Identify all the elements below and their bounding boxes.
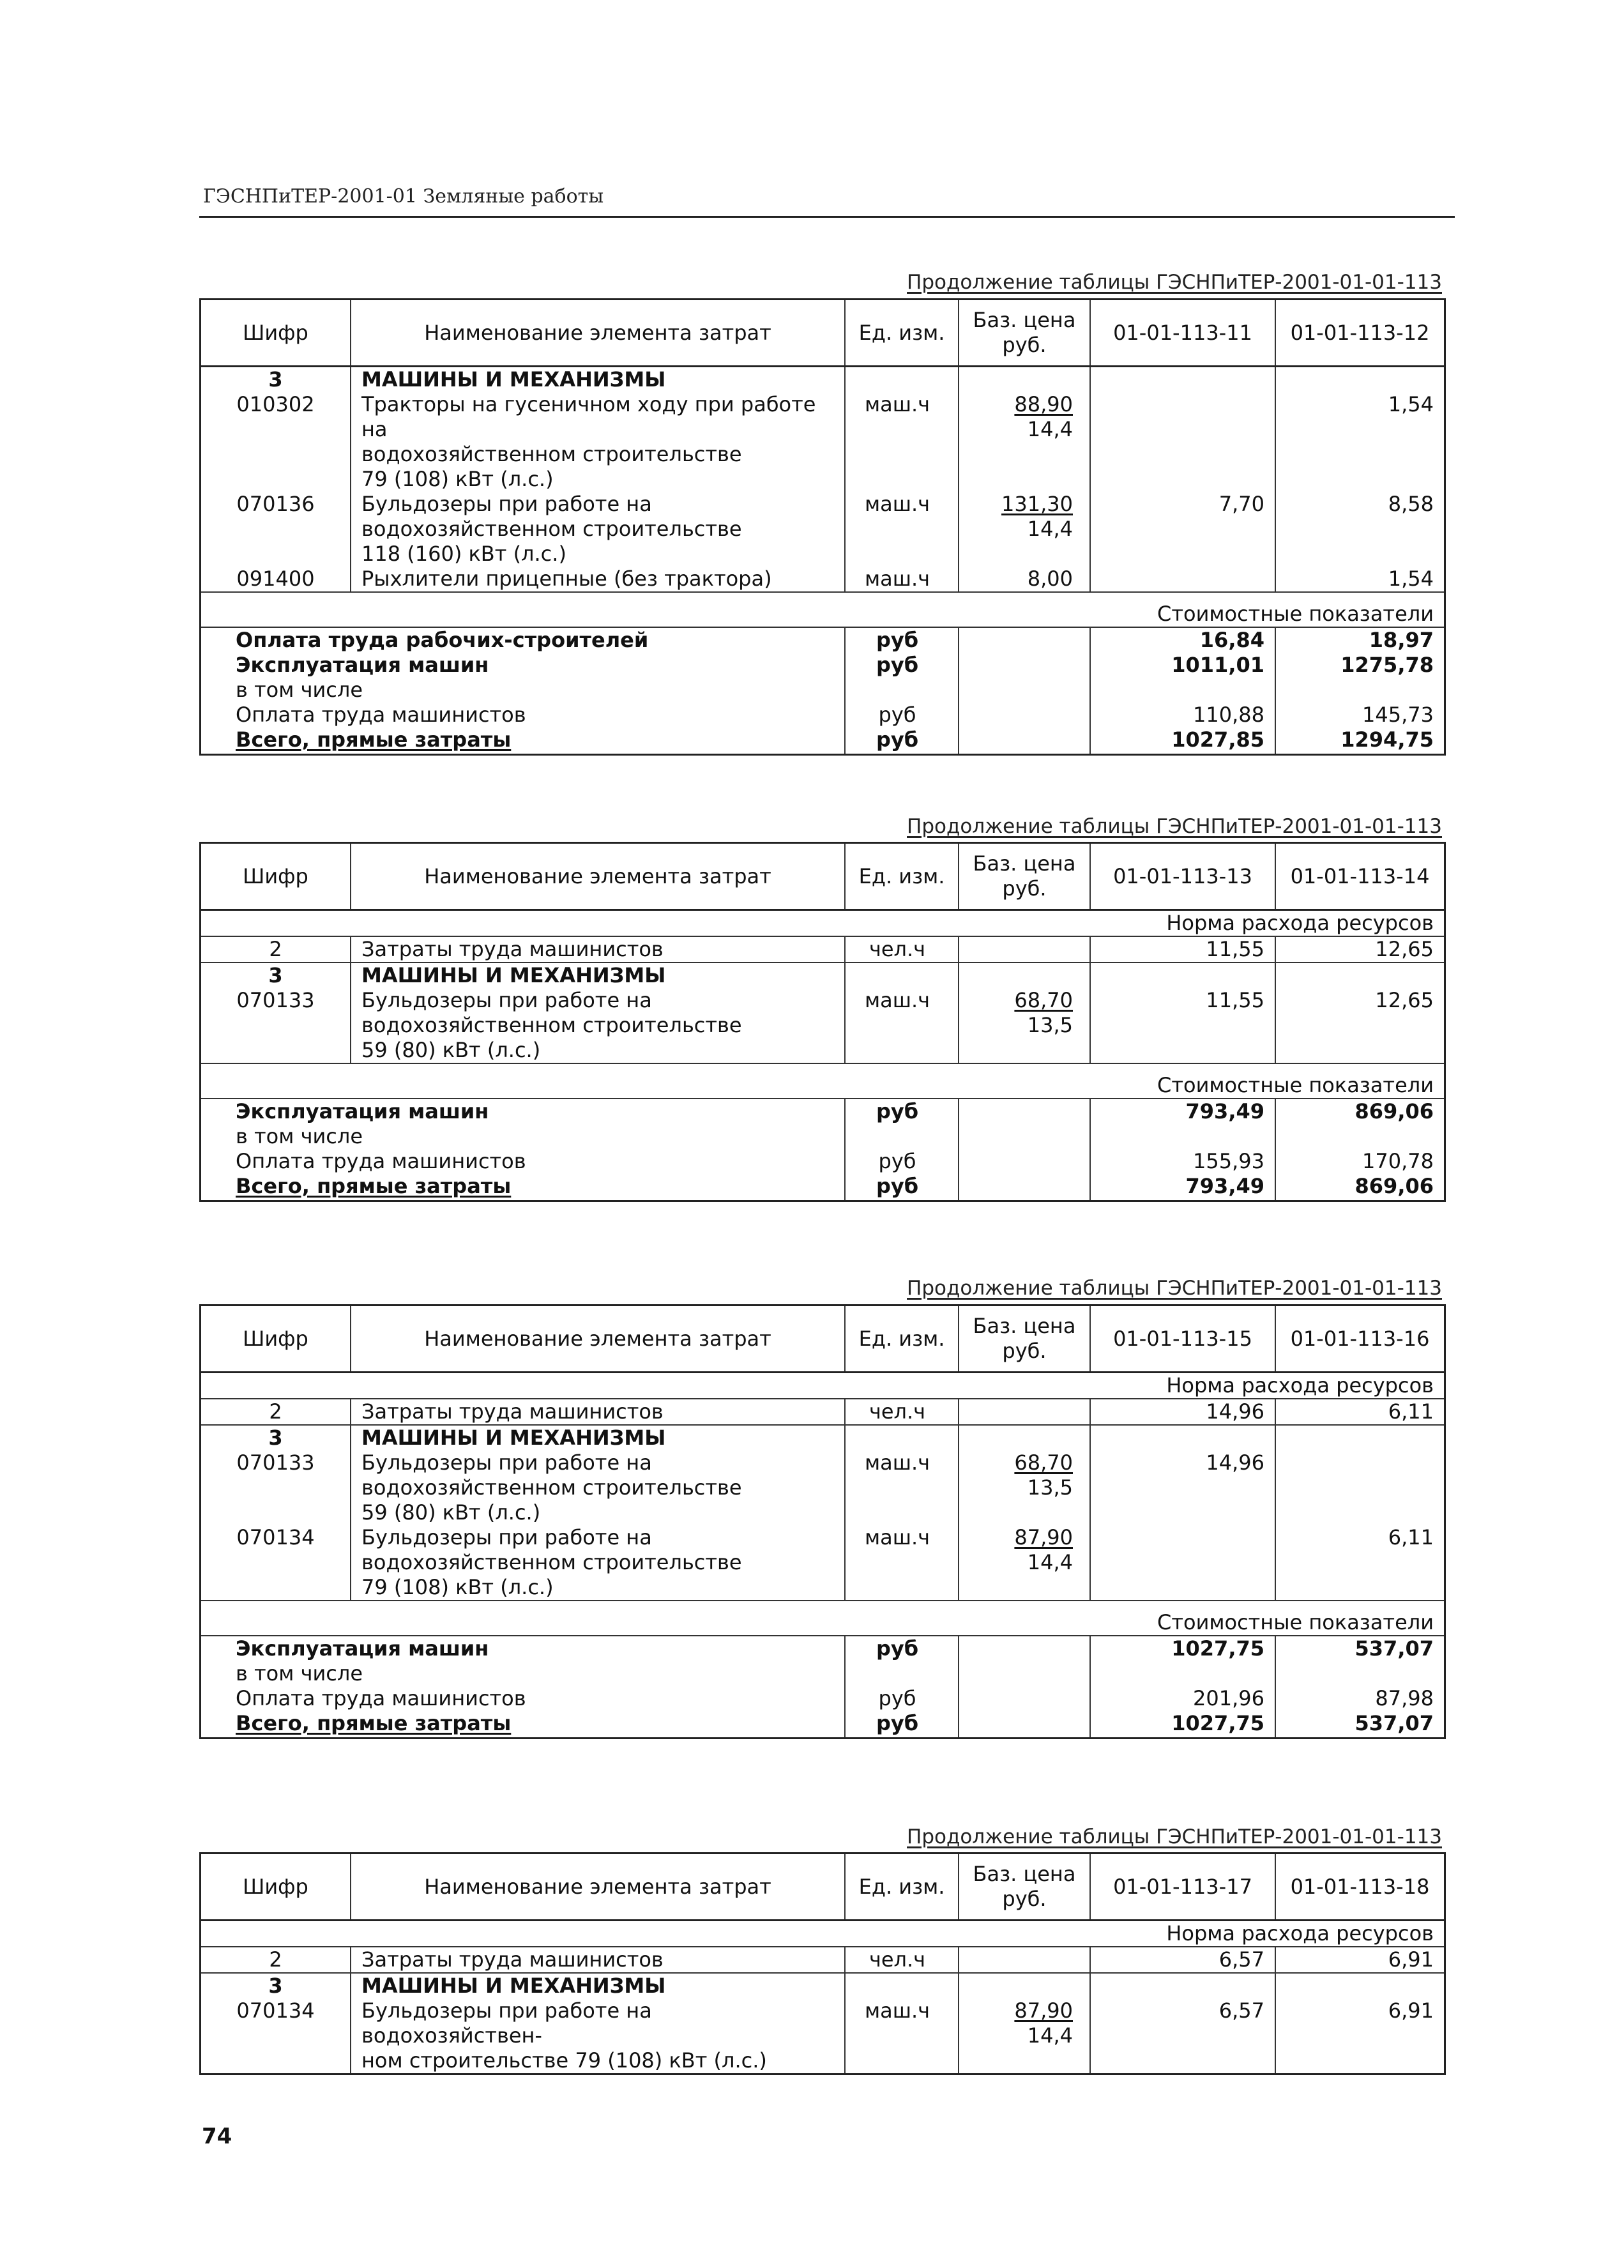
norm-band-label: Норма расхода ресурсов bbox=[201, 1373, 1444, 1399]
resource-name-line: 79 (108) кВт (л.с.) bbox=[361, 467, 554, 491]
total-value-b: 1294,75 bbox=[1275, 727, 1444, 754]
resource-price-coef: 13,5 bbox=[1027, 1475, 1073, 1500]
total-row bbox=[201, 678, 1444, 703]
total-price bbox=[959, 727, 1090, 754]
total-row bbox=[201, 1099, 1444, 1124]
total-label: Всего, прямые затраты bbox=[236, 1174, 512, 1198]
resource-row bbox=[201, 392, 1444, 492]
total-value-b: 537,07 bbox=[1275, 1636, 1444, 1661]
total-value-a bbox=[1090, 1661, 1275, 1686]
total-unit bbox=[845, 1661, 959, 1686]
resource-unit: маш.ч bbox=[845, 567, 959, 592]
resource-row bbox=[201, 1525, 1444, 1601]
resource-row bbox=[201, 1450, 1444, 1525]
table-header-row bbox=[201, 1854, 1444, 1921]
header-price-line1: Баз. цена bbox=[973, 308, 1076, 332]
header-col-b: 01-01-113-16 bbox=[1275, 1306, 1444, 1373]
resource-name bbox=[351, 392, 845, 492]
resource-name-line: водохозяйственном строительстве bbox=[361, 442, 742, 466]
machines-title: МАШИНЫ И МЕХАНИЗМЫ bbox=[351, 963, 845, 988]
total-value-b bbox=[1275, 678, 1444, 703]
resource-price-value: 131,30 bbox=[1001, 492, 1073, 516]
resource-value-a bbox=[1090, 1525, 1275, 1601]
total-unit: руб bbox=[845, 727, 959, 754]
total-label: в том числе bbox=[236, 1124, 363, 1148]
header-unit: Ед. изм. bbox=[845, 300, 959, 367]
labor-value-b: 12,65 bbox=[1275, 936, 1444, 963]
norm-band-row bbox=[201, 1373, 1444, 1399]
norm-band-row bbox=[201, 910, 1444, 937]
header-col-a: 01-01-113-11 bbox=[1090, 300, 1275, 367]
table-caption-text: Продолжение таблицы ГЭСНПиТЕР-2001-01-01-113 bbox=[907, 271, 1442, 294]
labor-value-a: 14,96 bbox=[1090, 1399, 1275, 1425]
machines-unit bbox=[845, 367, 959, 393]
resource-name-line: водохозяйственном строительстве bbox=[361, 1550, 742, 1574]
header-col-b: 01-01-113-14 bbox=[1275, 844, 1444, 910]
resource-price bbox=[959, 988, 1090, 1063]
total-unit: руб bbox=[845, 1174, 959, 1200]
resource-name-line: ном строительстве 79 (108) кВт (л.с.) bbox=[361, 2048, 767, 2073]
resource-value-a bbox=[1090, 392, 1275, 492]
labor-value-b: 6,91 bbox=[1275, 1947, 1444, 1973]
header-price bbox=[959, 844, 1090, 910]
resource-price-coef: 14,4 bbox=[1027, 417, 1073, 441]
total-value-a: 201,96 bbox=[1090, 1686, 1275, 1711]
total-row bbox=[201, 1149, 1444, 1174]
machines-price bbox=[959, 367, 1090, 393]
total-price bbox=[959, 653, 1090, 678]
total-value-a: 1011,01 bbox=[1090, 653, 1275, 678]
total-value-b: 18,97 bbox=[1275, 627, 1444, 653]
resource-value-b: 6,91 bbox=[1275, 1998, 1444, 2073]
machines-unit bbox=[845, 1973, 959, 1998]
resource-name-line: водохозяйственном строительстве bbox=[361, 1013, 742, 1037]
resource-row bbox=[201, 567, 1444, 592]
labor-unit: чел.ч bbox=[845, 1947, 959, 1973]
resource-price-value: 87,90 bbox=[1014, 1525, 1073, 1549]
total-price bbox=[959, 1636, 1090, 1661]
resource-name-line: Рыхлители прицепные (без трактора) bbox=[361, 567, 772, 591]
resource-price bbox=[959, 492, 1090, 567]
total-value-a bbox=[1090, 1124, 1275, 1149]
total-value-a: 793,49 bbox=[1090, 1174, 1275, 1200]
resource-value-b: 6,11 bbox=[1275, 1525, 1444, 1601]
total-label: Оплата труда рабочих-строителей bbox=[236, 628, 649, 652]
machines-b bbox=[1275, 1973, 1444, 1998]
resource-name-line: 59 (80) кВт (л.с.) bbox=[361, 1038, 541, 1062]
total-label: Оплата труда машинистов bbox=[236, 703, 526, 727]
total-value-b bbox=[1275, 1124, 1444, 1149]
resource-code: 091400 bbox=[236, 567, 315, 591]
total-price bbox=[959, 1711, 1090, 1737]
total-label: Эксплуатация машин bbox=[236, 1099, 489, 1123]
machines-code: 3 bbox=[268, 367, 283, 392]
resource-value-b bbox=[1275, 1450, 1444, 1525]
resource-row bbox=[201, 1998, 1444, 2073]
resource-price bbox=[959, 1525, 1090, 1601]
total-row bbox=[201, 1686, 1444, 1711]
resource-code: 070134 bbox=[236, 1998, 315, 2023]
total-value-b: 145,73 bbox=[1275, 703, 1444, 727]
total-row bbox=[201, 1711, 1444, 1737]
resource-row bbox=[201, 492, 1444, 567]
running-head: ГЭСНПиТЕР-2001-01 Земляные работы bbox=[203, 185, 604, 208]
resource-name-line: 118 (160) кВт (л.с.) bbox=[361, 542, 566, 566]
header-code: Шифр bbox=[201, 300, 351, 367]
machines-unit bbox=[845, 1425, 959, 1450]
header-price-line1: Баз. цена bbox=[973, 1314, 1076, 1338]
resource-value-b: 1,54 bbox=[1275, 392, 1444, 492]
cost-table-grid bbox=[201, 300, 1444, 754]
resource-price-value: 87,90 bbox=[1014, 1998, 1073, 2023]
resource-name-line: Бульдозеры при работе на bbox=[361, 1450, 652, 1475]
cost-band-label: Стоимостные показатели bbox=[201, 592, 1444, 627]
resource-name-line: водохозяйственном строительстве bbox=[361, 517, 742, 541]
header-price-line1: Баз. цена bbox=[973, 851, 1076, 876]
cost-band-row bbox=[201, 1063, 1444, 1099]
header-col-a: 01-01-113-13 bbox=[1090, 844, 1275, 910]
total-value-a: 793,49 bbox=[1090, 1099, 1275, 1124]
header-unit: Ед. изм. bbox=[845, 1306, 959, 1373]
labor-name: Затраты труда машинистов bbox=[351, 1947, 845, 1973]
total-label: Оплата труда машинистов bbox=[236, 1149, 526, 1173]
labor-row bbox=[201, 936, 1444, 963]
resource-price-coef: 14,4 bbox=[1027, 517, 1073, 541]
header-price-line2: руб. bbox=[1002, 876, 1047, 901]
resource-name bbox=[351, 988, 845, 1063]
header-code: Шифр bbox=[201, 1306, 351, 1373]
header-price-line2: руб. bbox=[1002, 333, 1047, 357]
resource-code: 010302 bbox=[236, 392, 315, 416]
machines-title: МАШИНЫ И МЕХАНИЗМЫ bbox=[351, 1973, 845, 1998]
resource-row bbox=[201, 988, 1444, 1063]
total-price bbox=[959, 1099, 1090, 1124]
labor-price bbox=[959, 1947, 1090, 1973]
machines-code: 3 bbox=[201, 1973, 351, 1998]
header-code: Шифр bbox=[201, 844, 351, 910]
labor-price bbox=[959, 936, 1090, 963]
total-unit: руб bbox=[845, 1149, 959, 1174]
total-label: Оплата труда машинистов bbox=[236, 1686, 526, 1710]
labor-unit: чел.ч bbox=[845, 1399, 959, 1425]
resource-name-line: Бульдозеры при работе на bbox=[361, 988, 652, 1012]
labor-name: Затраты труда машинистов bbox=[351, 936, 845, 963]
machines-unit bbox=[845, 963, 959, 988]
table-header-row bbox=[201, 844, 1444, 910]
machines-price bbox=[959, 1973, 1090, 1998]
total-value-a: 1027,75 bbox=[1090, 1636, 1275, 1661]
total-row bbox=[201, 1124, 1444, 1149]
resource-name-line: водохозяйственном строительстве bbox=[361, 1475, 742, 1500]
total-label: Эксплуатация машин bbox=[236, 653, 489, 677]
total-label: в том числе bbox=[236, 678, 363, 702]
resource-price bbox=[959, 567, 1090, 592]
total-value-b: 1275,78 bbox=[1275, 653, 1444, 678]
header-name: Наименование элемента затрат bbox=[351, 1854, 845, 1921]
labor-row bbox=[201, 1947, 1444, 1973]
header-unit: Ед. изм. bbox=[845, 1854, 959, 1921]
total-row bbox=[201, 653, 1444, 678]
total-row bbox=[201, 1661, 1444, 1686]
resource-price-value: 68,70 bbox=[1014, 1450, 1073, 1475]
header-name: Наименование элемента затрат bbox=[351, 300, 845, 367]
total-row bbox=[201, 727, 1444, 754]
machines-heading-row bbox=[201, 1425, 1444, 1450]
labor-value-a: 6,57 bbox=[1090, 1947, 1275, 1973]
resource-name bbox=[351, 1525, 845, 1601]
cost-band-row bbox=[201, 1601, 1444, 1636]
machines-a bbox=[1090, 963, 1275, 988]
resource-price-value: 68,70 bbox=[1014, 988, 1073, 1012]
machines-a bbox=[1090, 367, 1275, 393]
resource-value-b: 1,54 bbox=[1275, 567, 1444, 592]
header-col-a: 01-01-113-15 bbox=[1090, 1306, 1275, 1373]
total-value-b: 170,78 bbox=[1275, 1149, 1444, 1174]
header-rule bbox=[199, 216, 1455, 218]
total-unit: руб bbox=[845, 1711, 959, 1737]
labor-unit: чел.ч bbox=[845, 936, 959, 963]
table-header-row bbox=[201, 300, 1444, 367]
total-row bbox=[201, 1174, 1444, 1200]
resource-value-b: 8,58 bbox=[1275, 492, 1444, 567]
total-price bbox=[959, 627, 1090, 653]
machines-b bbox=[1275, 963, 1444, 988]
total-price bbox=[959, 1661, 1090, 1686]
cost-table bbox=[199, 842, 1446, 1202]
table-caption-text: Продолжение таблицы ГЭСНПиТЕР-2001-01-01-113 bbox=[907, 815, 1442, 838]
table-caption bbox=[199, 815, 1442, 838]
labor-row bbox=[201, 1399, 1444, 1425]
resource-price bbox=[959, 1998, 1090, 2073]
resource-name-line: 59 (80) кВт (л.с.) bbox=[361, 1500, 541, 1525]
resource-code: 070134 bbox=[236, 1525, 315, 1549]
resource-code: 070133 bbox=[236, 988, 315, 1012]
labor-value-b: 6,11 bbox=[1275, 1399, 1444, 1425]
total-value-a bbox=[1090, 678, 1275, 703]
resource-value-a: 7,70 bbox=[1090, 492, 1275, 567]
header-col-b: 01-01-113-12 bbox=[1275, 300, 1444, 367]
header-col-a: 01-01-113-17 bbox=[1090, 1854, 1275, 1921]
header-price bbox=[959, 300, 1090, 367]
total-value-a: 110,88 bbox=[1090, 703, 1275, 727]
header-name: Наименование элемента затрат bbox=[351, 1306, 845, 1373]
resource-value-b: 12,65 bbox=[1275, 988, 1444, 1063]
machines-heading-row bbox=[201, 1973, 1444, 1998]
total-value-a: 16,84 bbox=[1090, 627, 1275, 653]
total-price bbox=[959, 1149, 1090, 1174]
resource-unit: маш.ч bbox=[845, 1998, 959, 2073]
labor-code: 2 bbox=[269, 1947, 282, 1972]
total-price bbox=[959, 703, 1090, 727]
norm-band-label: Норма расхода ресурсов bbox=[201, 910, 1444, 937]
header-price-line2: руб. bbox=[1002, 1887, 1047, 1911]
machines-code: 3 bbox=[201, 963, 351, 988]
resource-value-a: 11,55 bbox=[1090, 988, 1275, 1063]
cost-band-row bbox=[201, 592, 1444, 627]
total-unit: руб bbox=[845, 1636, 959, 1661]
total-value-b: 869,06 bbox=[1275, 1174, 1444, 1200]
total-label: Эксплуатация машин bbox=[236, 1636, 489, 1661]
total-row bbox=[201, 627, 1444, 653]
cost-table bbox=[199, 1852, 1446, 2075]
header-col-b: 01-01-113-18 bbox=[1275, 1854, 1444, 1921]
header-price bbox=[959, 1306, 1090, 1373]
total-price bbox=[959, 1686, 1090, 1711]
resource-price bbox=[959, 1450, 1090, 1525]
total-unit: руб bbox=[845, 653, 959, 678]
cost-band-label: Стоимостные показатели bbox=[201, 1063, 1444, 1099]
cost-table bbox=[199, 298, 1446, 756]
resource-price bbox=[959, 392, 1090, 492]
table-caption bbox=[199, 1277, 1442, 1300]
machines-code: 3 bbox=[201, 1425, 351, 1450]
cost-band-label: Стоимостные показатели bbox=[201, 1601, 1444, 1636]
machines-title: МАШИНЫ И МЕХАНИЗМЫ bbox=[351, 1425, 845, 1450]
table-caption bbox=[199, 271, 1442, 294]
cost-table-grid bbox=[201, 844, 1444, 1200]
total-value-b bbox=[1275, 1661, 1444, 1686]
resource-name-line: Тракторы на гусеничном ходу при работе на bbox=[361, 392, 816, 441]
resource-name-line: 79 (108) кВт (л.с.) bbox=[361, 1575, 554, 1599]
resource-name bbox=[351, 1998, 845, 2073]
table-caption-text: Продолжение таблицы ГЭСНПиТЕР-2001-01-01-113 bbox=[907, 1277, 1442, 1300]
resource-name-line: Бульдозеры при работе на водохозяйствен- bbox=[361, 1998, 652, 2048]
resource-code: 070136 bbox=[236, 492, 315, 516]
total-unit: руб bbox=[845, 1686, 959, 1711]
machines-heading-row bbox=[201, 963, 1444, 988]
page-number: 74 bbox=[202, 2124, 232, 2149]
resource-value-a: 14,96 bbox=[1090, 1450, 1275, 1525]
total-unit bbox=[845, 1124, 959, 1149]
cost-table-grid bbox=[201, 1854, 1444, 2073]
total-unit: руб bbox=[845, 1099, 959, 1124]
norm-band-label: Норма расхода ресурсов bbox=[201, 1921, 1444, 1947]
machines-a bbox=[1090, 1425, 1275, 1450]
resource-name bbox=[351, 567, 845, 592]
total-row bbox=[201, 703, 1444, 727]
total-value-a: 1027,75 bbox=[1090, 1711, 1275, 1737]
total-unit: руб bbox=[845, 627, 959, 653]
total-price bbox=[959, 1174, 1090, 1200]
total-value-a: 155,93 bbox=[1090, 1149, 1275, 1174]
resource-name bbox=[351, 492, 845, 567]
resource-value-a bbox=[1090, 567, 1275, 592]
total-row bbox=[201, 1636, 1444, 1661]
header-price-line1: Баз. цена bbox=[973, 1862, 1076, 1886]
resource-unit: маш.ч bbox=[845, 1525, 959, 1601]
labor-price bbox=[959, 1399, 1090, 1425]
machines-title: МАШИНЫ И МЕХАНИЗМЫ bbox=[351, 367, 845, 393]
labor-value-a: 11,55 bbox=[1090, 936, 1275, 963]
resource-name-line: Бульдозеры при работе на bbox=[361, 1525, 652, 1549]
resource-unit: маш.ч bbox=[845, 392, 959, 492]
machines-heading-row bbox=[201, 367, 1444, 393]
labor-name: Затраты труда машинистов bbox=[351, 1399, 845, 1425]
total-value-b: 87,98 bbox=[1275, 1686, 1444, 1711]
resource-value-a: 6,57 bbox=[1090, 1998, 1275, 2073]
resource-price-value: 8,00 bbox=[1027, 567, 1073, 591]
resource-price-value: 88,90 bbox=[1014, 392, 1073, 416]
total-value-b: 869,06 bbox=[1275, 1099, 1444, 1124]
machines-b bbox=[1275, 367, 1444, 393]
table-header-row bbox=[201, 1306, 1444, 1373]
total-label: Всего, прямые затраты bbox=[236, 1711, 512, 1735]
total-price bbox=[959, 678, 1090, 703]
resource-unit: маш.ч bbox=[845, 988, 959, 1063]
header-name: Наименование элемента затрат bbox=[351, 844, 845, 910]
table-caption-text: Продолжение таблицы ГЭСНПиТЕР-2001-01-01-113 bbox=[907, 1825, 1442, 1848]
total-unit bbox=[845, 678, 959, 703]
header-price-line2: руб. bbox=[1002, 1339, 1047, 1363]
header-price bbox=[959, 1854, 1090, 1921]
labor-code: 2 bbox=[269, 1399, 282, 1424]
machines-price bbox=[959, 963, 1090, 988]
header-code: Шифр bbox=[201, 1854, 351, 1921]
total-label: Всего, прямые затраты bbox=[236, 727, 512, 752]
resource-name bbox=[351, 1450, 845, 1525]
resource-unit: маш.ч bbox=[845, 1450, 959, 1525]
cost-table-grid bbox=[201, 1306, 1444, 1737]
total-unit: руб bbox=[845, 703, 959, 727]
header-unit: Ед. изм. bbox=[845, 844, 959, 910]
machines-a bbox=[1090, 1973, 1275, 1998]
resource-name-line: Бульдозеры при работе на bbox=[361, 492, 652, 516]
resource-unit: маш.ч bbox=[845, 492, 959, 567]
labor-code: 2 bbox=[269, 937, 282, 961]
resource-price-coef: 14,4 bbox=[1027, 2023, 1073, 2048]
norm-band-row bbox=[201, 1921, 1444, 1947]
machines-b bbox=[1275, 1425, 1444, 1450]
machines-price bbox=[959, 1425, 1090, 1450]
total-value-a: 1027,85 bbox=[1090, 727, 1275, 754]
resource-code: 070133 bbox=[236, 1450, 315, 1475]
resource-price-coef: 13,5 bbox=[1027, 1013, 1073, 1037]
resource-price-coef: 14,4 bbox=[1027, 1550, 1073, 1574]
total-label: в том числе bbox=[236, 1661, 363, 1686]
total-value-b: 537,07 bbox=[1275, 1711, 1444, 1737]
cost-table bbox=[199, 1304, 1446, 1739]
total-price bbox=[959, 1124, 1090, 1149]
table-caption bbox=[199, 1825, 1442, 1848]
